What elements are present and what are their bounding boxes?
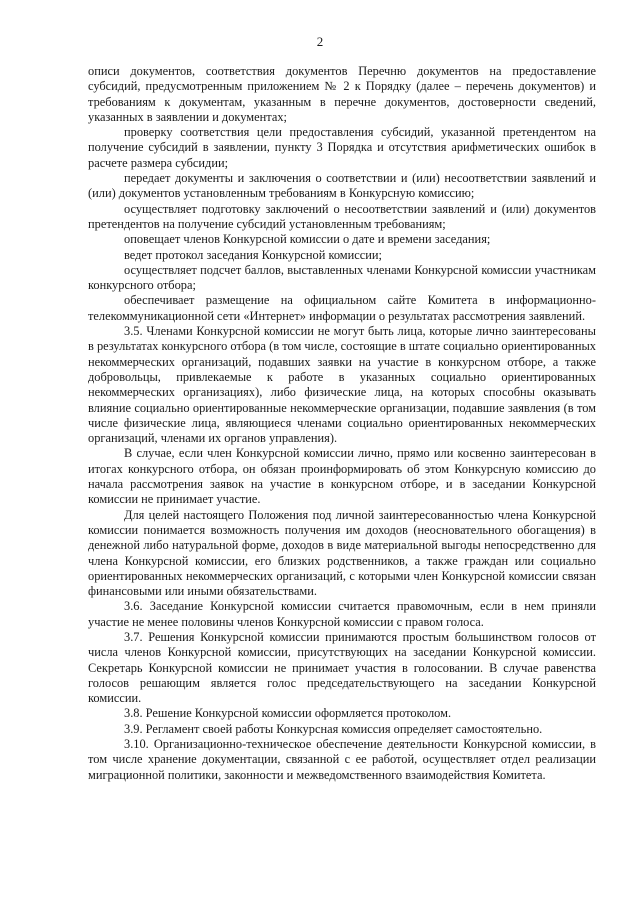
paragraph: осуществляет подсчет баллов, выставленных членами Конкурсной комиссии участникам конкурсного отбора; bbox=[88, 262, 596, 293]
paragraph: 3.8. Решение Конкурсной комиссии оформляется протоколом. bbox=[124, 706, 452, 721]
document-body bbox=[88, 64, 596, 783]
paragraph: описи документов, соответствия документов Перечню документов на предоставление субсидий, предусмотренным приложением № 2 к Порядку (далее – перечень документов) и требованиям к документам, указанным в перечне документов, достоверности сведений, указанных в заявлении и документах; bbox=[88, 64, 596, 124]
paragraph: 3.5. Членами Конкурсной комиссии не могут быть лица, которые лично заинтересованы в результатах конкурсного отбора (в том числе, состоящие в штате социально ориентированных некоммерческих организаций, подавших заявки на участие в конкурсном отборе, а также добровольцы, привлекаемые к работе в указанных социально ориентированных некоммерческих организациях), либо физические лица, на которых способны оказывать влияние социально ориентированные некоммерческие организации, подавшие заявления (в том числе физические лица, являющиеся членами социально ориентированных некоммерческих организаций, членами их органов управления). bbox=[88, 324, 596, 446]
paragraph: 3.6. Заседание Конкурсной комиссии считается правомочным, если в нем приняли участие не менее половины членов Конкурсной комиссии с правом голоса. bbox=[88, 599, 596, 629]
paragraph: обеспечивает размещение на официальном сайте Комитета в информационно-телекоммуникационной сети «Интернет» информации о результатах рассмотрения заявлений. bbox=[88, 293, 596, 323]
paragraph: проверку соответствия цели предоставления субсидий, указанной претендентом на получение субсидий в заявлении, пункту 3 Порядка и отсутствия арифметических ошибок в расчете размера субсидии; bbox=[88, 125, 596, 170]
paragraph: осуществляет подготовку заключений о несоответствии заявлений и (или) документов претендентов на получение субсидий установленным требованиям; bbox=[88, 201, 596, 231]
paragraph: 3.10. Организационно-техническое обеспечение деятельности Конкурсной комиссии, в том числе хранение документации, связанной с ее работой, осуществляет отдел реализации миграционной политики, законности и межведомственного взаимодействия Комитета. bbox=[88, 737, 596, 782]
paragraph: 3.7. Решения Конкурсной комиссии принимаются простым большинством голосов от числа членов Конкурсной комиссии, присутствующих на заседании Конкурсной комиссии. Секретарь Конкурсной комиссии не принимает участия в голосовании. В случае равенства голосов решающим является голос председательствующего на заседании Конкурсной комиссии. bbox=[88, 629, 596, 706]
paragraph: Для целей настоящего Положения под личной заинтересованностью члена Конкурсной комиссии понимается возможность получения им доходов (неосновательного обогащения) в денежной либо натуральной форме, доходов в виде материальной выгоды непосредственно для члена Конкурсной комиссии, его близких родственников, а также граждан или социально ориентированных некоммерческих организаций, с которыми член Конкурсной комиссии связан финансовыми или иными обязательствами. bbox=[88, 507, 596, 599]
paragraph: оповещает членов Конкурсной комиссии о дате и времени заседания; bbox=[124, 232, 491, 247]
paragraph: ведет протокол заседания Конкурсной комиссии; bbox=[124, 247, 382, 262]
paragraph: В случае, если член Конкурсной комиссии лично, прямо или косвенно заинтересован в итогах конкурсного отбора, он обязан проинформировать об этом Конкурсную комиссию до начала рассмотрения заявок на участие в конкурсном отборе, и в заседании Конкурсной комиссии не принимает участие. bbox=[88, 446, 596, 507]
paragraph: 3.9. Регламент своей работы Конкурсная комиссия определяет самостоятельно. bbox=[124, 721, 543, 736]
paragraph: передает документы и заключения о соответствии и (или) несоответствии заявлений и (или) документов установленным требованиям в Конкурсную комиссию; bbox=[88, 171, 596, 201]
page-number: 2 bbox=[316, 34, 324, 49]
